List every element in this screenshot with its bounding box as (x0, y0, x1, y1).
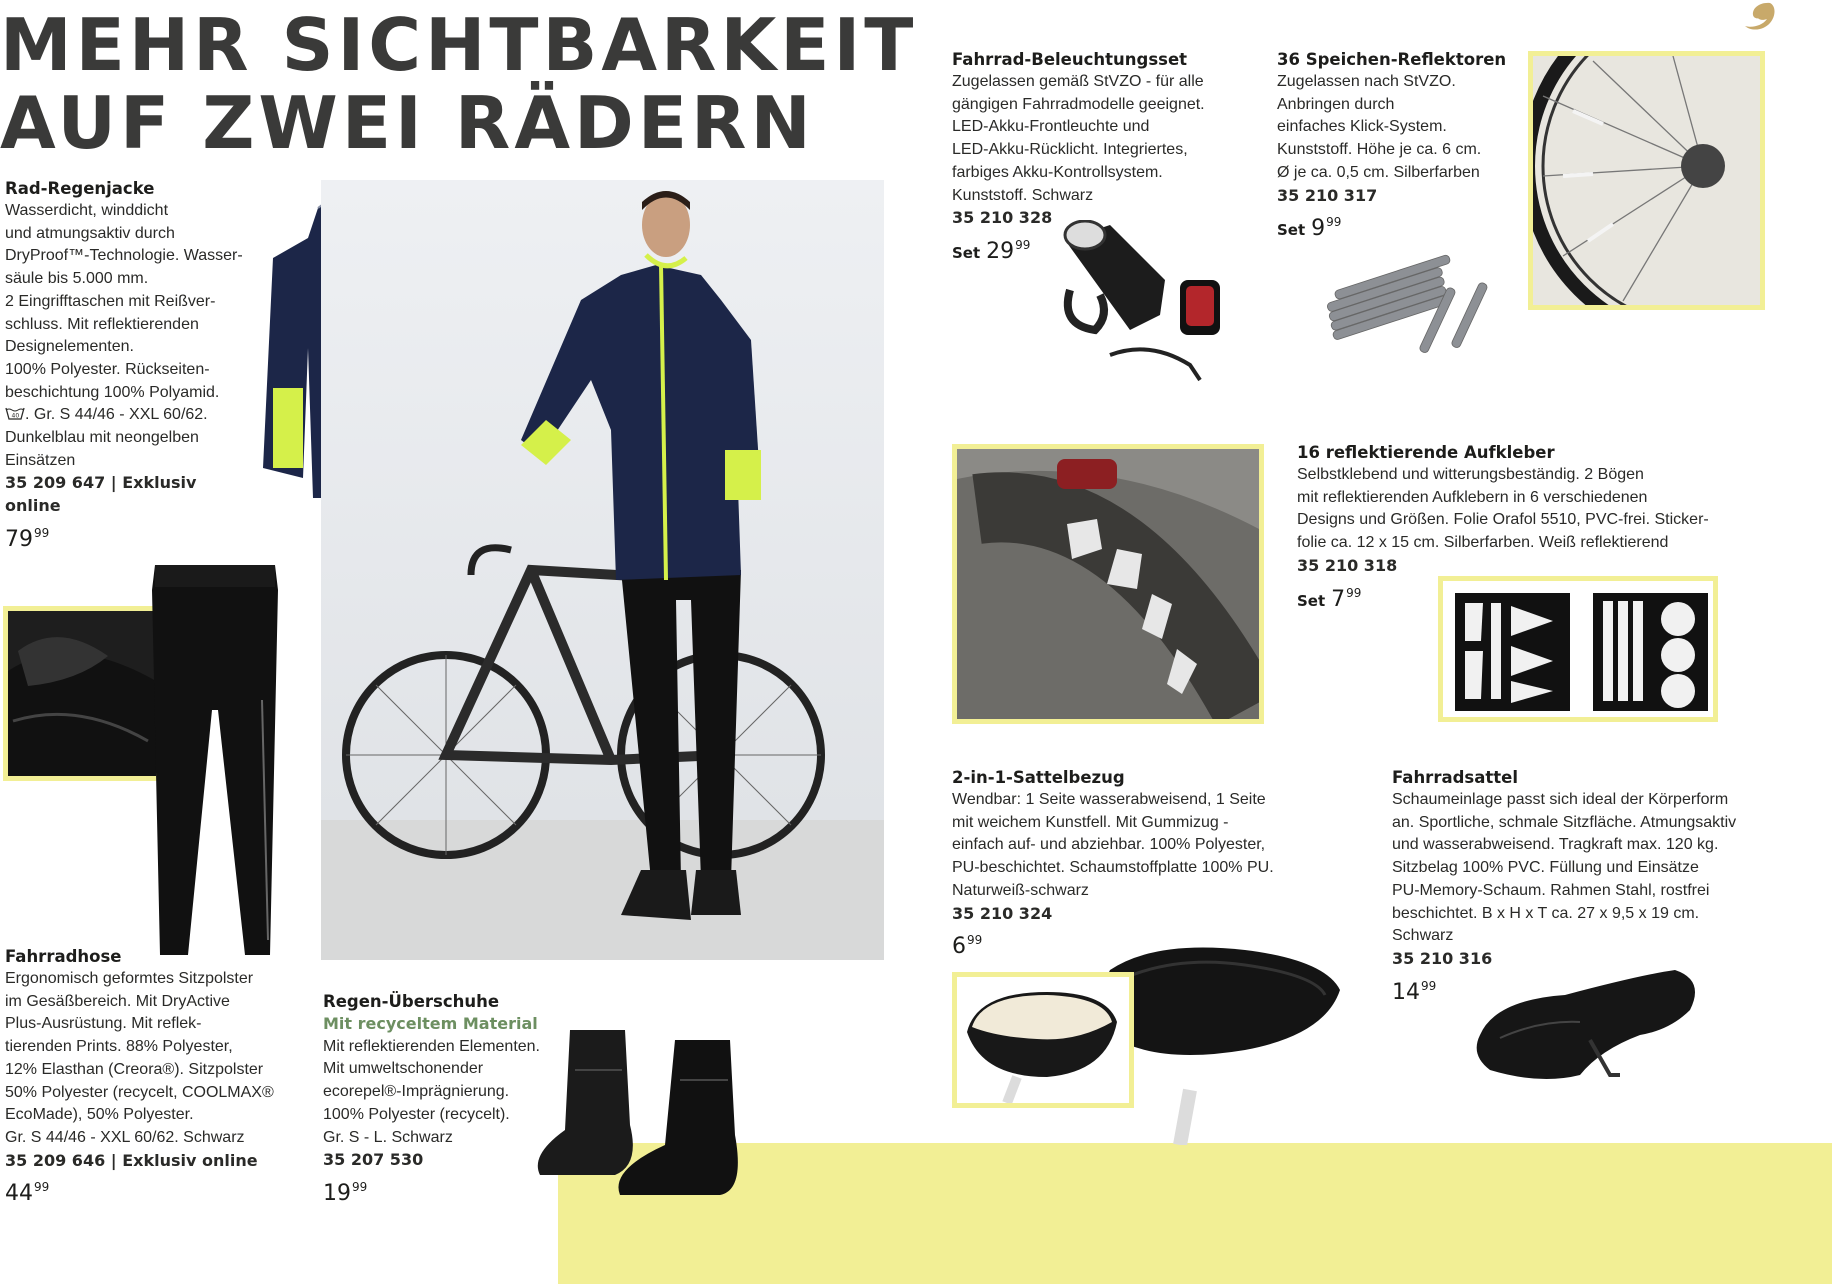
price-cents: 99 (1015, 237, 1031, 252)
set-label: Set (1277, 221, 1306, 240)
spoke-wheel-frame (1528, 51, 1765, 310)
product-price (5, 522, 255, 552)
sticker-sheets-image[interactable] (1443, 581, 1713, 717)
product-title: Regen-Überschuhe (323, 992, 500, 1011)
washing-icon (5, 406, 25, 420)
price-main: 19 (323, 1180, 351, 1206)
stickers-fender-frame (952, 444, 1264, 724)
price-main: 14 (1392, 979, 1420, 1005)
cyclist-main-image[interactable] (321, 180, 884, 960)
headline-line-1: MEHR SICHTBARKEIT (0, 3, 918, 87)
pants-padding-detail-image (8, 611, 156, 776)
product-number: 35 210 316 (1392, 948, 1493, 968)
product-title: Fahrradsattel (1392, 768, 1518, 787)
product-description: Zugelassen gemäß StVZO - für alle gängigen Fahrradmodelle geeignet. LED-Akku-Frontleuchte und LED-Akku-Rücklicht. Integriertes, farbiges Akku-Kontrollsystem. Kunststoff. Schwarz (952, 73, 1205, 204)
saddle-image[interactable] (1470, 960, 1705, 1100)
pants-image[interactable] (140, 560, 285, 960)
price-cents: 99 (34, 525, 50, 540)
product-price (5, 1176, 305, 1206)
sticker-sheets-frame (1438, 576, 1718, 722)
product-saddle-cover (952, 766, 1312, 959)
product-pants (5, 945, 305, 1206)
price-cents: 99 (34, 1180, 50, 1195)
spoke-wheel-image (1533, 56, 1760, 305)
product-title: 2-in-1-Sattelbezug (952, 768, 1125, 787)
product-description: Zugelassen nach StVZO. Anbringen durch einfaches Klick-System. Kunststoff. Höhe je ca. 6 cm. Ø je ca. 0,5 cm. Silberfarben (1277, 73, 1482, 181)
brand-logo-icon (1740, 0, 1782, 40)
product-number: 35 209 646 | Exklusiv online (5, 1150, 258, 1170)
price-main: 44 (5, 1181, 33, 1207)
lights-image[interactable] (1050, 220, 1240, 395)
saddle-cover-fleece-image (957, 977, 1129, 1103)
product-description: Schaumeinlage passt sich ideal der Körperform an. Sportliche, schmale Sitzfläche. Atmungsaktiv und wasserabweisend. Tragkraft max. 120 kg. Sitzbelag 100% PVC. Füllung und Einsätze PU-Memory-Schaum. Rahmen Stahl, rostfrei beschichtet. B x H x T ca. 27 x 9,5 x 19 cm. Schwarz (1392, 791, 1737, 945)
price-cents: 99 (967, 933, 983, 948)
price-cents: 99 (1346, 585, 1362, 600)
saddle-cover-fleece-frame (952, 972, 1134, 1108)
recycled-note: Mit recyceltem Material (323, 1014, 538, 1033)
product-number: 35 209 647 | Exklusiv online (5, 473, 197, 516)
page-headline (0, 3, 918, 165)
product-description: Wasserdicht, winddicht und atmungsaktiv durch DryProof™-Technologie. Wasser- säule bis 5.000 mm. 2 Eingrifftaschen mit Reißver- schluss. Mit reflektierenden Designelementen. 100% Polyester. Rückseiten- beschichtung 100% Polyamid. (5, 202, 243, 401)
product-title: Fahrrad-Beleuchtungsset (952, 50, 1188, 69)
price-cents: 99 (1326, 215, 1342, 230)
price-main: 9 (1311, 216, 1326, 242)
product-title: Rad-Regenjacke (5, 179, 155, 198)
stickers-fender-image (957, 449, 1259, 719)
product-number: 35 210 328 (952, 208, 1053, 228)
spoke-reflectors-image[interactable] (1315, 245, 1505, 360)
price-main: 29 (986, 238, 1015, 264)
price-main: 6 (952, 934, 966, 960)
price-cents: 99 (1421, 978, 1437, 993)
price-cents: 99 (352, 1179, 368, 1194)
product-title: 36 Speichen-Reflektoren (1277, 50, 1507, 69)
price-main: 7 (1331, 586, 1346, 612)
product-title: Fahrradhose (5, 947, 122, 966)
product-price (1277, 211, 1527, 242)
product-number: 35 210 317 (1277, 185, 1378, 205)
product-description: Selbstklebend und witterungsbeständig. 2 Bögen mit reflektierenden Aufklebern in 6 verschiedenen Designs und Größen. Folie Orafol 5510, PVC-frei. Sticker- folie ca. 12 x 15 cm. Silberfarben. Weiß reflektierend (1297, 466, 1709, 552)
product-description-2: Dunkelblau mit neongelben Einsätzen (5, 429, 199, 469)
product-number: 35 210 324 (952, 903, 1053, 923)
product-description: Ergonomisch geformtes Sitzpolster im Gesäßbereich. Mit DryActive Plus-Ausrüstung. Mit reflek- tierenden Prints. 88% Polyester, 12% Elasthan (Creora®). Sitzpolster 50% Polyester (recycelt, COOLMAX® EcoMade), 50% Polyester. (5, 970, 274, 1124)
product-jacket (5, 177, 255, 552)
set-label: Set (1297, 591, 1326, 610)
overshoes-image[interactable] (530, 1025, 765, 1200)
product-size: . Gr. S 44/46 - XXL 60/62. (25, 406, 208, 424)
product-description: Wendbar: 1 Seite wasserabweisend, 1 Seite mit weichem Kunstfell. Mit Gummizug - einfach auf- und abziehbar. 100% Polyester, PU-beschichtet. Schaumstoffplatte 100% PU. Naturweiß-schwarz (952, 791, 1274, 899)
pants-detail-frame (3, 606, 161, 781)
product-title: 16 reflektierende Aufkleber (1297, 443, 1555, 462)
product-number: 35 207 530 (323, 1150, 424, 1170)
product-description-2: Gr. S 44/46 - XXL 60/62. Schwarz (5, 1128, 245, 1146)
svg-text:40: 40 (11, 412, 20, 420)
set-label: Set (952, 243, 981, 262)
product-description: Mit reflektierenden Elementen. Mit umweltschonender ecorepel®-Imprägnierung. 100% Polyester (recycelt). Gr. S - L. Schwarz (323, 1037, 540, 1146)
price-main: 79 (5, 526, 33, 552)
product-spokes (1277, 48, 1527, 242)
product-number: 35 210 318 (1297, 555, 1398, 575)
headline-line-2: AUF ZWEI RÄDERN (0, 81, 815, 165)
